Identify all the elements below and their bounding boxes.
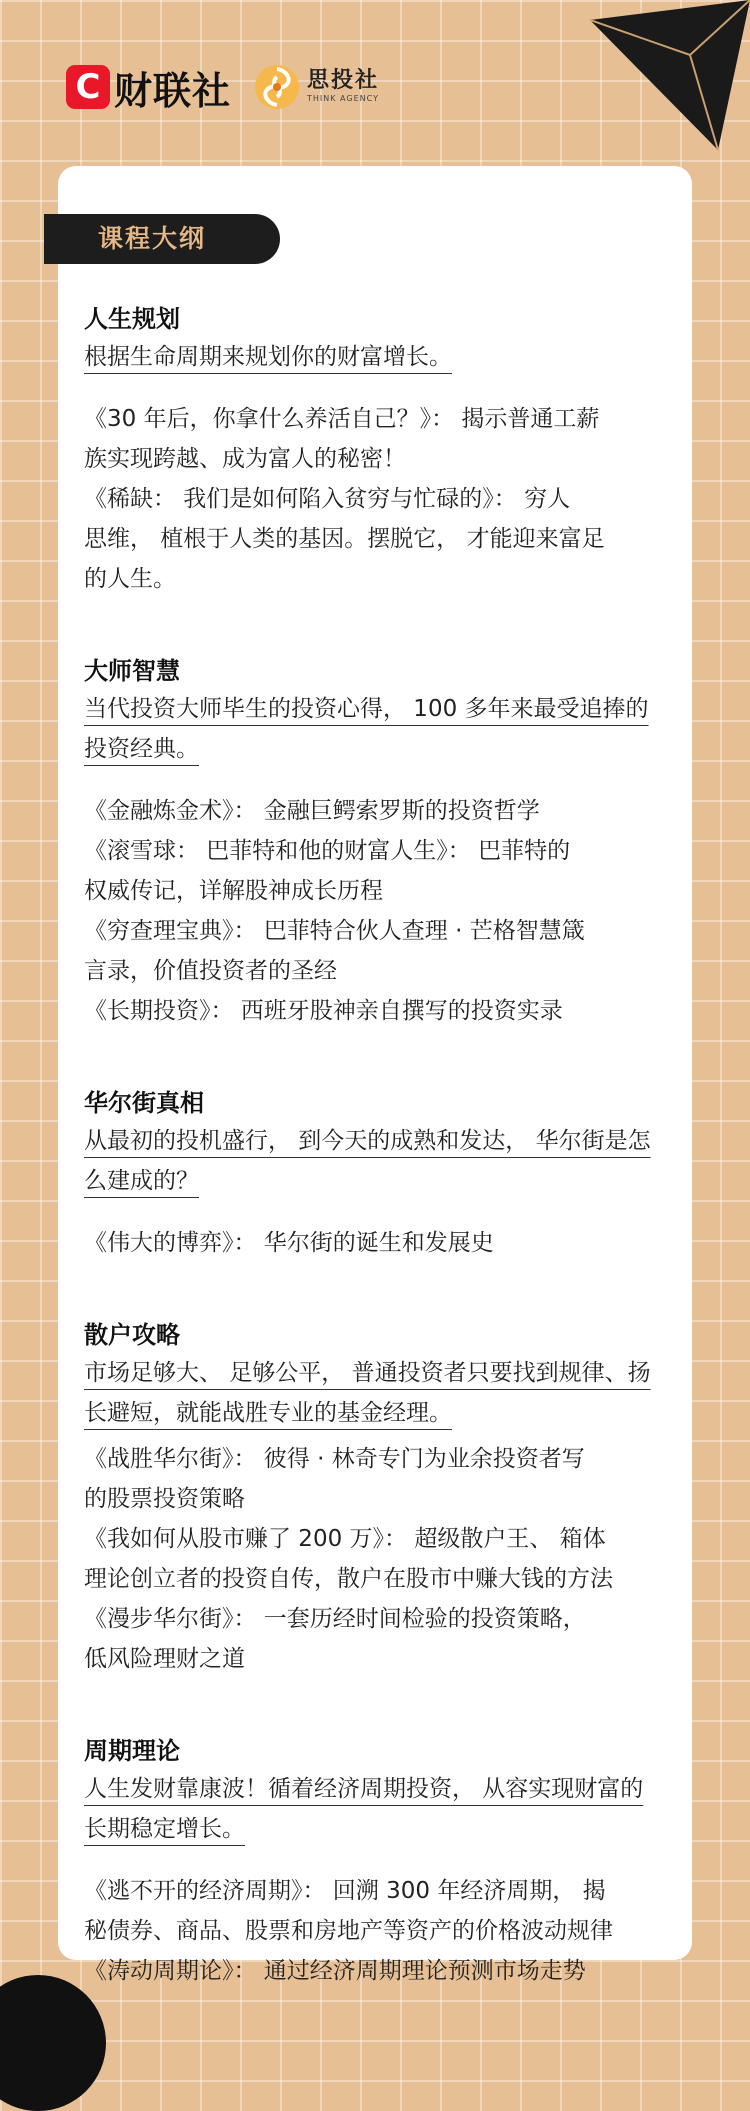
card-title-pill bbox=[44, 214, 280, 264]
cls-logo bbox=[66, 60, 231, 115]
section-wall-street-truth bbox=[84, 1085, 664, 1263]
section-subtitle: 人生发财靠康波！循着经济周期投资， 从容实现财富的长期稳定增长。 bbox=[84, 1776, 644, 1842]
section-line: 《穷查理宝典》： 巴菲特合伙人查理 · 芒格智慧箴 bbox=[84, 918, 585, 944]
section-line: 《滚雪球： 巴菲特和他的财富人生》： 巴菲特的 bbox=[84, 838, 571, 864]
section-cycle-theory bbox=[84, 1733, 664, 1991]
section-line: 的股票投资策略 bbox=[84, 1486, 245, 1512]
section-title: 人生规划 bbox=[84, 305, 180, 333]
section-line: 言录，价值投资者的圣经 bbox=[84, 958, 337, 984]
section-line: 低风险理财之道 bbox=[84, 1646, 245, 1672]
think-agency-swirl-icon bbox=[253, 63, 301, 111]
section-line: 族实现跨越、成为富人的秘密！ bbox=[84, 446, 406, 472]
cls-logo-mark: C bbox=[66, 65, 110, 109]
section-line: 权威传记，详解股神成长历程 bbox=[84, 878, 383, 904]
section-line: 《稀缺： 我们是如何陷入贫穷与忙碌的》： 穷人 bbox=[84, 486, 571, 512]
section-retail-strategy bbox=[84, 1317, 664, 1679]
syllabus-content bbox=[84, 301, 664, 2045]
section-line: 秘债券、商品、股票和房地产等资产的价格波动规律 bbox=[84, 1918, 613, 1944]
section-subtitle: 从最初的投机盛行， 到今天的成熟和发达， 华尔街是怎么建成的？ bbox=[84, 1128, 651, 1194]
section-title: 散户攻略 bbox=[84, 1321, 180, 1349]
section-line: 《金融炼金术》： 金融巨鳄索罗斯的投资哲学 bbox=[84, 798, 540, 824]
section-master-wisdom bbox=[84, 653, 664, 1031]
card-title: 课程大纲 bbox=[98, 224, 207, 253]
section-subtitle: 当代投资大师毕生的投资心得， 100 多年来最受追捧的投资经典。 bbox=[84, 696, 649, 762]
section-line: 《长期投资》： 西班牙股神亲自撰写的投资实录 bbox=[84, 998, 563, 1024]
syllabus-card bbox=[58, 166, 692, 1984]
section-line: 思维， 植根于人类的基因。摆脱它， 才能迎来富足 bbox=[84, 526, 605, 552]
think-agency-en-name: THINK AGENCY bbox=[307, 94, 379, 103]
section-line: 《伟大的博弈》： 华尔街的诞生和发展史 bbox=[84, 1230, 494, 1256]
section-line: 《逃不开的经济周期》： 回溯 300 年经济周期， 揭 bbox=[84, 1878, 606, 1904]
section-line: 《我如何从股市赚了 200 万》： 超级散户王、 箱体 bbox=[84, 1526, 606, 1552]
section-line: 的人生。 bbox=[84, 566, 176, 592]
section-subtitle: 市场足够大、 足够公平， 普通投资者只要找到规律、扬长避短，就能战胜专业的基金经理。 bbox=[84, 1360, 651, 1426]
section-subtitle: 根据生命周期来规划你的财富增长。 bbox=[84, 344, 452, 370]
cls-logo-text: 财联社 bbox=[114, 68, 232, 113]
section-title: 大师智慧 bbox=[84, 657, 180, 685]
section-line: 《30 年后，你拿什么养活自己？》： 揭示普通工薪 bbox=[84, 406, 600, 432]
think-agency-logo bbox=[253, 63, 379, 111]
section-line: 《漫步华尔街》： 一套历经时间检验的投资策略， bbox=[84, 1606, 586, 1632]
corner-triangle-decoration bbox=[590, 0, 750, 150]
section-title: 华尔街真相 bbox=[84, 1089, 204, 1117]
section-line: 《涛动周期论》： 通过经济周期理论预测市场走势 bbox=[84, 1958, 586, 1984]
section-life-planning bbox=[84, 301, 664, 599]
think-agency-cn-name: 思投社 bbox=[307, 68, 380, 93]
section-line: 理论创立者的投资自传，散户在股市中赚大钱的方法 bbox=[84, 1566, 613, 1592]
section-line: 《战胜华尔街》： 彼得 · 林奇专门为业余投资者写 bbox=[84, 1446, 585, 1472]
header-logos bbox=[66, 60, 379, 114]
section-title: 周期理论 bbox=[84, 1737, 180, 1765]
